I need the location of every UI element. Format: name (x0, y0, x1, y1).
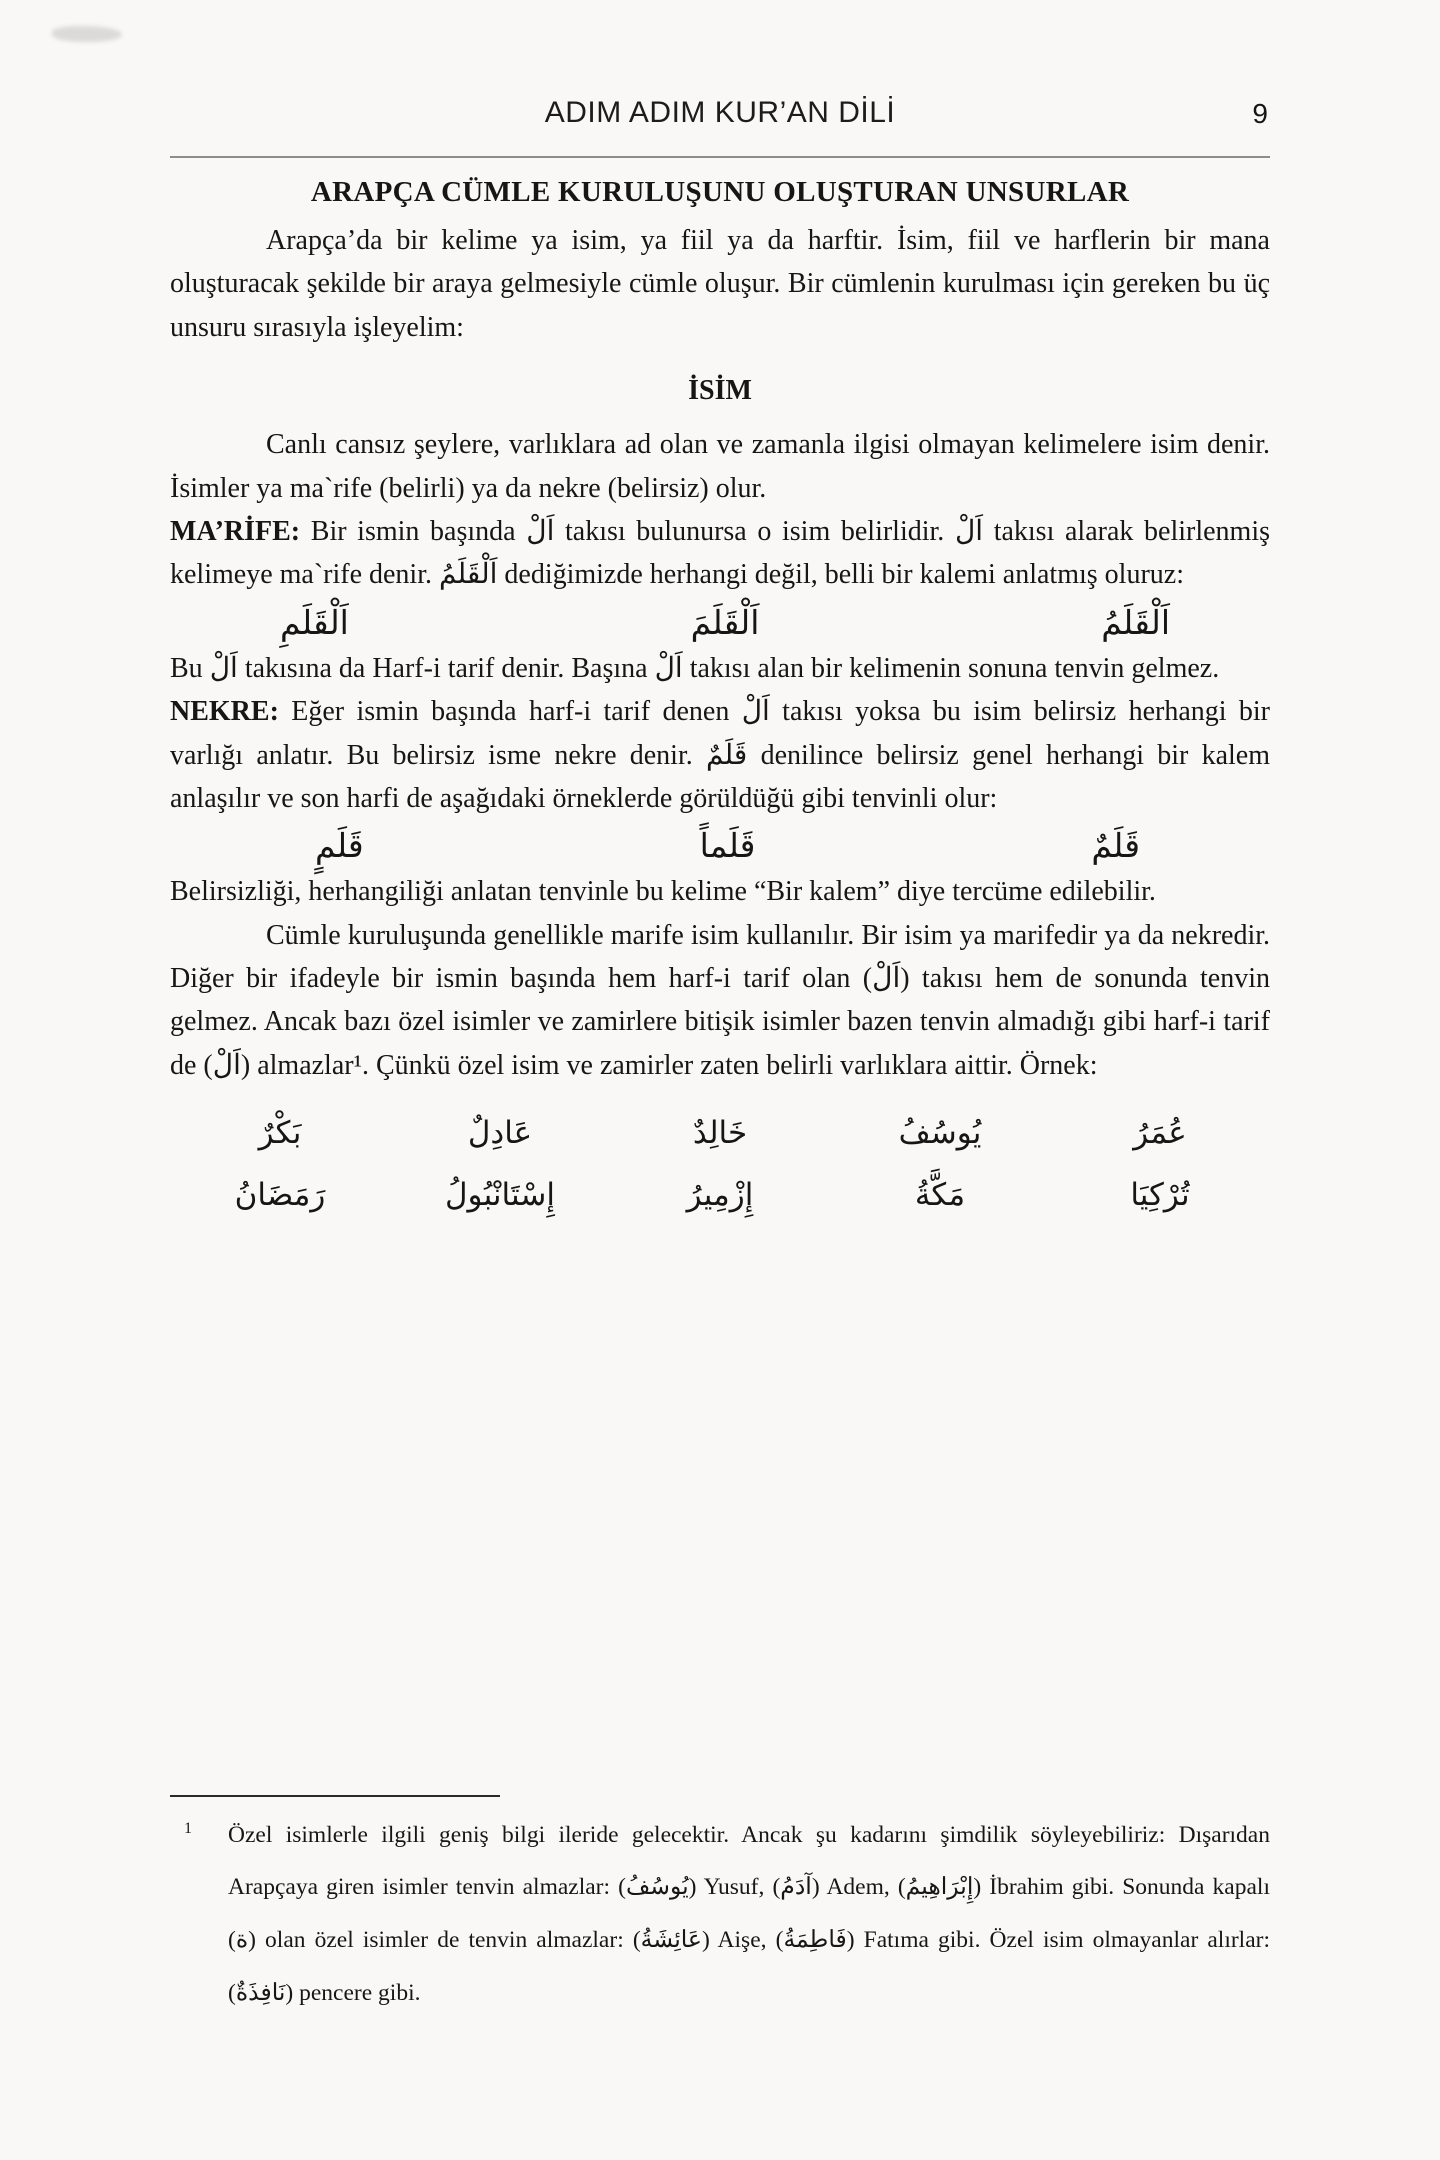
footnote-text: Özel isimlerle ilgili geniş bilgi ileride gelecektir. Ancak şu kadarını şimdilik söyleyebiliriz: Dışarıdan Arapçaya giren isimler tenvin almazlar: (يُوسُفُ) Yusuf, (آدَمُ) Adem, (إِبْرَاهِيمُ) İbrahim gibi. Sonunda kapalı (ة) olan özel isimler de tenvin almazlar: (عَائِشَةُ) Aişe, (فَاطِمَةُ) Fatıma gibi. Özel isim olmayanlar alırlar: (نَافِذَةٌ) pencere gibi. (228, 1821, 1270, 2007)
footnote (170, 1809, 1270, 2021)
marife-example-fatha: اَلْقَلَمَ (690, 605, 760, 642)
page-number: 9 (1252, 98, 1268, 129)
proper-noun-bekr: بَكْرٌ (258, 1115, 302, 1151)
sentence-structure-paragraph: Cümle kuruluşunda genellikle marife isim kullanılır. Bir isim ya marifedir ya da nekredir. Diğer bir ifadeyle bir ismin başında hem harf-i tarif olan (اَلْ) takısı hem de sonunda tenvin gelmez. Ancak bazı özel isimler ve zamirlere bitişik isimler bazen tenvin almadığı gibi harf-i tarif de (اَلْ) almazlar¹. Çünkü özel isim ve zamirler zaten belirli varlıklara aittir. Örnek: (170, 919, 1270, 1081)
running-header-title: ADIM ADIM KUR’AN DİLİ (544, 96, 896, 129)
proper-noun-ramazan: رَمَضَانُ (234, 1177, 326, 1213)
main-title: ARAPÇA CÜMLE KURULUŞUNU OLUŞTURAN UNSURLAR (310, 176, 1130, 208)
proper-noun-mekke: مَكَّةُ (914, 1177, 966, 1213)
proper-noun-halid: خَالِدٌ (692, 1115, 748, 1151)
nekre-example-kasratan: قَلَمٍ (315, 829, 364, 866)
proper-noun-turkiye: تُرْكِيَا (1130, 1177, 1190, 1213)
marife-label: MA’RİFE: (170, 515, 301, 547)
isim-heading: İSİM (688, 375, 752, 407)
proper-noun-examples-grid (170, 1115, 1270, 1213)
marife-text: Bir ismin başında اَلْ takısı bulunursa o isim belirlidir. اَلْ takısı alarak belirlenmiş kelimeye ma`rife denir. اَلْقَلَمُ dediğimizde herhangi değil, belli bir kalemi anlatmış oluruz: (170, 515, 1270, 591)
harfi-tarif-paragraph: Bu اَلْ takısına da Harf-i tarif denir. Başına اَلْ takısı alan bir kelimenin sonuna tenvin gelmez. (170, 652, 1220, 684)
nekre-example-fathatan: قَلَماً (699, 829, 756, 866)
footnote-rule (170, 1795, 500, 1797)
proper-noun-istanbul: إِسْتَانْبُولُ (445, 1177, 555, 1213)
marife-example-damma: اَلْقَلَمُ (1101, 605, 1170, 642)
header-rule (170, 156, 1270, 158)
nekre-example-dammatan: قَلَمٌ (1091, 829, 1140, 866)
intro-paragraph: Arapça’da bir kelime ya isim, ya fiil ya da harftir. İsim, fiil ve harflerin bir mana oluşturacak şekilde bir araya gelmesiyle cümle oluşur. Bir cümlenin kurulması için gereken bu üç unsuru sırasıyla işleyelim: (170, 225, 1270, 343)
footnote-section (170, 1795, 1270, 2021)
marife-example-kasra: اَلْقَلَمِ (280, 605, 349, 642)
nekre-text: Eğer ismin başında harf-i tarif denen اَلْ takısı yoksa bu isim belirsiz herhangi bir varlığı anlatır. Bu belirsiz isme nekre denir. قَلَمٌ denilince belirsiz genel herhangi bir kalem anlaşılır ve son harfi de aşağıdaki örneklerde görüldüğü gibi tenvinli olur: (170, 696, 1271, 814)
nekre-label: NEKRE: (170, 696, 279, 728)
proper-noun-adil: عَادِلٌ (467, 1115, 533, 1151)
nekre-paragraph (170, 690, 1270, 820)
marife-paragraph (170, 510, 1270, 597)
scan-artifact (52, 26, 122, 42)
proper-noun-izmir: إِزْمِيرُ (686, 1177, 754, 1213)
footnote-marker: 1 (184, 1819, 192, 1837)
page-header (170, 96, 1270, 140)
proper-noun-omer: عُمَرُ (1133, 1115, 1187, 1151)
isim-definition-paragraph: Canlı cansız şeylere, varlıklara ad olan ve zamanla ilgisi olmayan kelimelere isim denir. İsimler ya ma`rife (belirli) ya da nekre (belirsiz) olur. (170, 429, 1270, 504)
tenvin-translation-paragraph: Belirsizliği, herhangiliği anlatan tenvinle bu kelime “Bir kalem” diye tercüme edilebilir. (170, 876, 1156, 908)
marife-examples-row (170, 603, 1270, 643)
proper-noun-yusuf: يُوسُفُ (898, 1115, 982, 1151)
nekre-examples-row (170, 826, 1270, 866)
